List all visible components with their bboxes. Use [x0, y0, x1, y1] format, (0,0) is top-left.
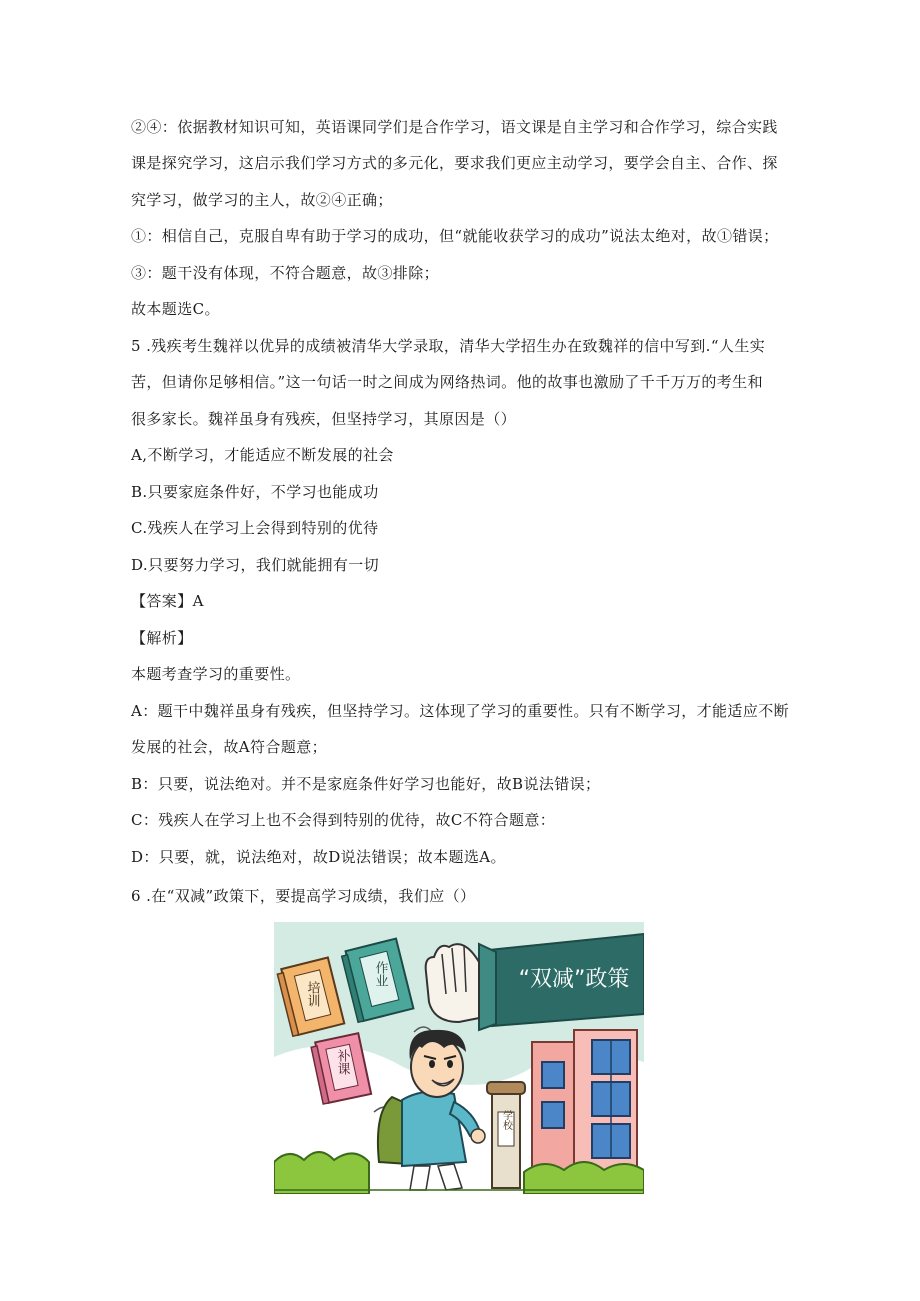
q4-analysis-line-4: ①：相信自己，克服自卑有助于学习的成功，但“就能收获学习的成功”说法太绝对，故①错误；	[131, 227, 779, 245]
q4-conclusion: 故本题选C。	[131, 300, 220, 318]
q5-analysis-line-4: B：只要，说法绝对。并不是家庭条件好学习也能好，故B说法错误；	[131, 775, 601, 793]
q4-analysis-line-1: ②④：依据教材知识可知，英语课同学们是合作学习，语文课是自主学习和合作学习，综合实践	[131, 118, 778, 136]
q5-analysis-line-6: D：只要，就，说法绝对，故D说法错误；故本题选A。	[131, 848, 506, 866]
q5-stem-line-2: 苦，但请你足够相信。”这一句话一时之间成为网络热词。他的故事也激励了千千万万的考生和	[131, 373, 763, 391]
bush-left	[274, 1152, 369, 1194]
q5-analysis-line-3: 发展的社会，故A符合题意；	[131, 738, 328, 756]
sleeve-label: “双减”政策	[518, 967, 630, 992]
q4-analysis-line-3: 究学习，做学习的主人，故②④正确；	[131, 191, 393, 209]
q5-option-d: D.只要努力学习，我们就能拥有一切	[131, 556, 380, 574]
gate-label: 学校	[500, 1110, 512, 1130]
q5-analysis-label: 【解析】	[131, 629, 193, 647]
school-building	[532, 1030, 637, 1182]
q6-stem: 6 .在“双减”政策下，要提高学习成绩，我们应（）	[131, 887, 476, 905]
double-reduction-illustration	[274, 922, 644, 1194]
q5-answer: 【答案】A	[131, 592, 204, 610]
bush-right	[524, 1162, 644, 1194]
q5-stem-line-1: 5 .残疾考生魏祥以优异的成绩被清华大学录取，清华大学招生办在致魏祥的信中写到.“人生实	[131, 337, 766, 355]
q5-option-a: A,不断学习，才能适应不断发展的社会	[131, 446, 394, 464]
q5-option-c: C.残疾人在学习上会得到特别的优待	[131, 519, 379, 537]
policy-hand	[426, 934, 644, 1030]
q5-analysis-line-2: A：题干中魏祥虽身有残疾，但坚持学习。这体现了学习的重要性。只有不断学习，才能适应不断	[131, 702, 790, 720]
book-training-label: 培训	[304, 981, 320, 1007]
q5-option-b: B.只要家庭条件好，不学习也能成功	[131, 483, 379, 501]
book-tutoring-label: 补课	[334, 1049, 350, 1075]
q5-analysis-line-1: 本题考查学习的重要性。	[131, 665, 301, 683]
q4-analysis-line-5: ③：题干没有体现，不符合题意，故③排除；	[131, 264, 440, 282]
book-homework-label: 作业	[372, 961, 388, 987]
q4-analysis-line-2: 课是探究学习，这启示我们学习方式的多元化，要求我们更应主动学习，要学会自主、合作、探	[131, 154, 778, 172]
school-gate-pillar	[487, 1082, 525, 1188]
q5-analysis-line-5: C：残疾人在学习上也不会得到特别的优待，故C不符合题意：	[131, 811, 556, 829]
q5-stem-line-3: 很多家长。魏祥虽身有残疾，但坚持学习，其原因是（）	[131, 410, 517, 428]
